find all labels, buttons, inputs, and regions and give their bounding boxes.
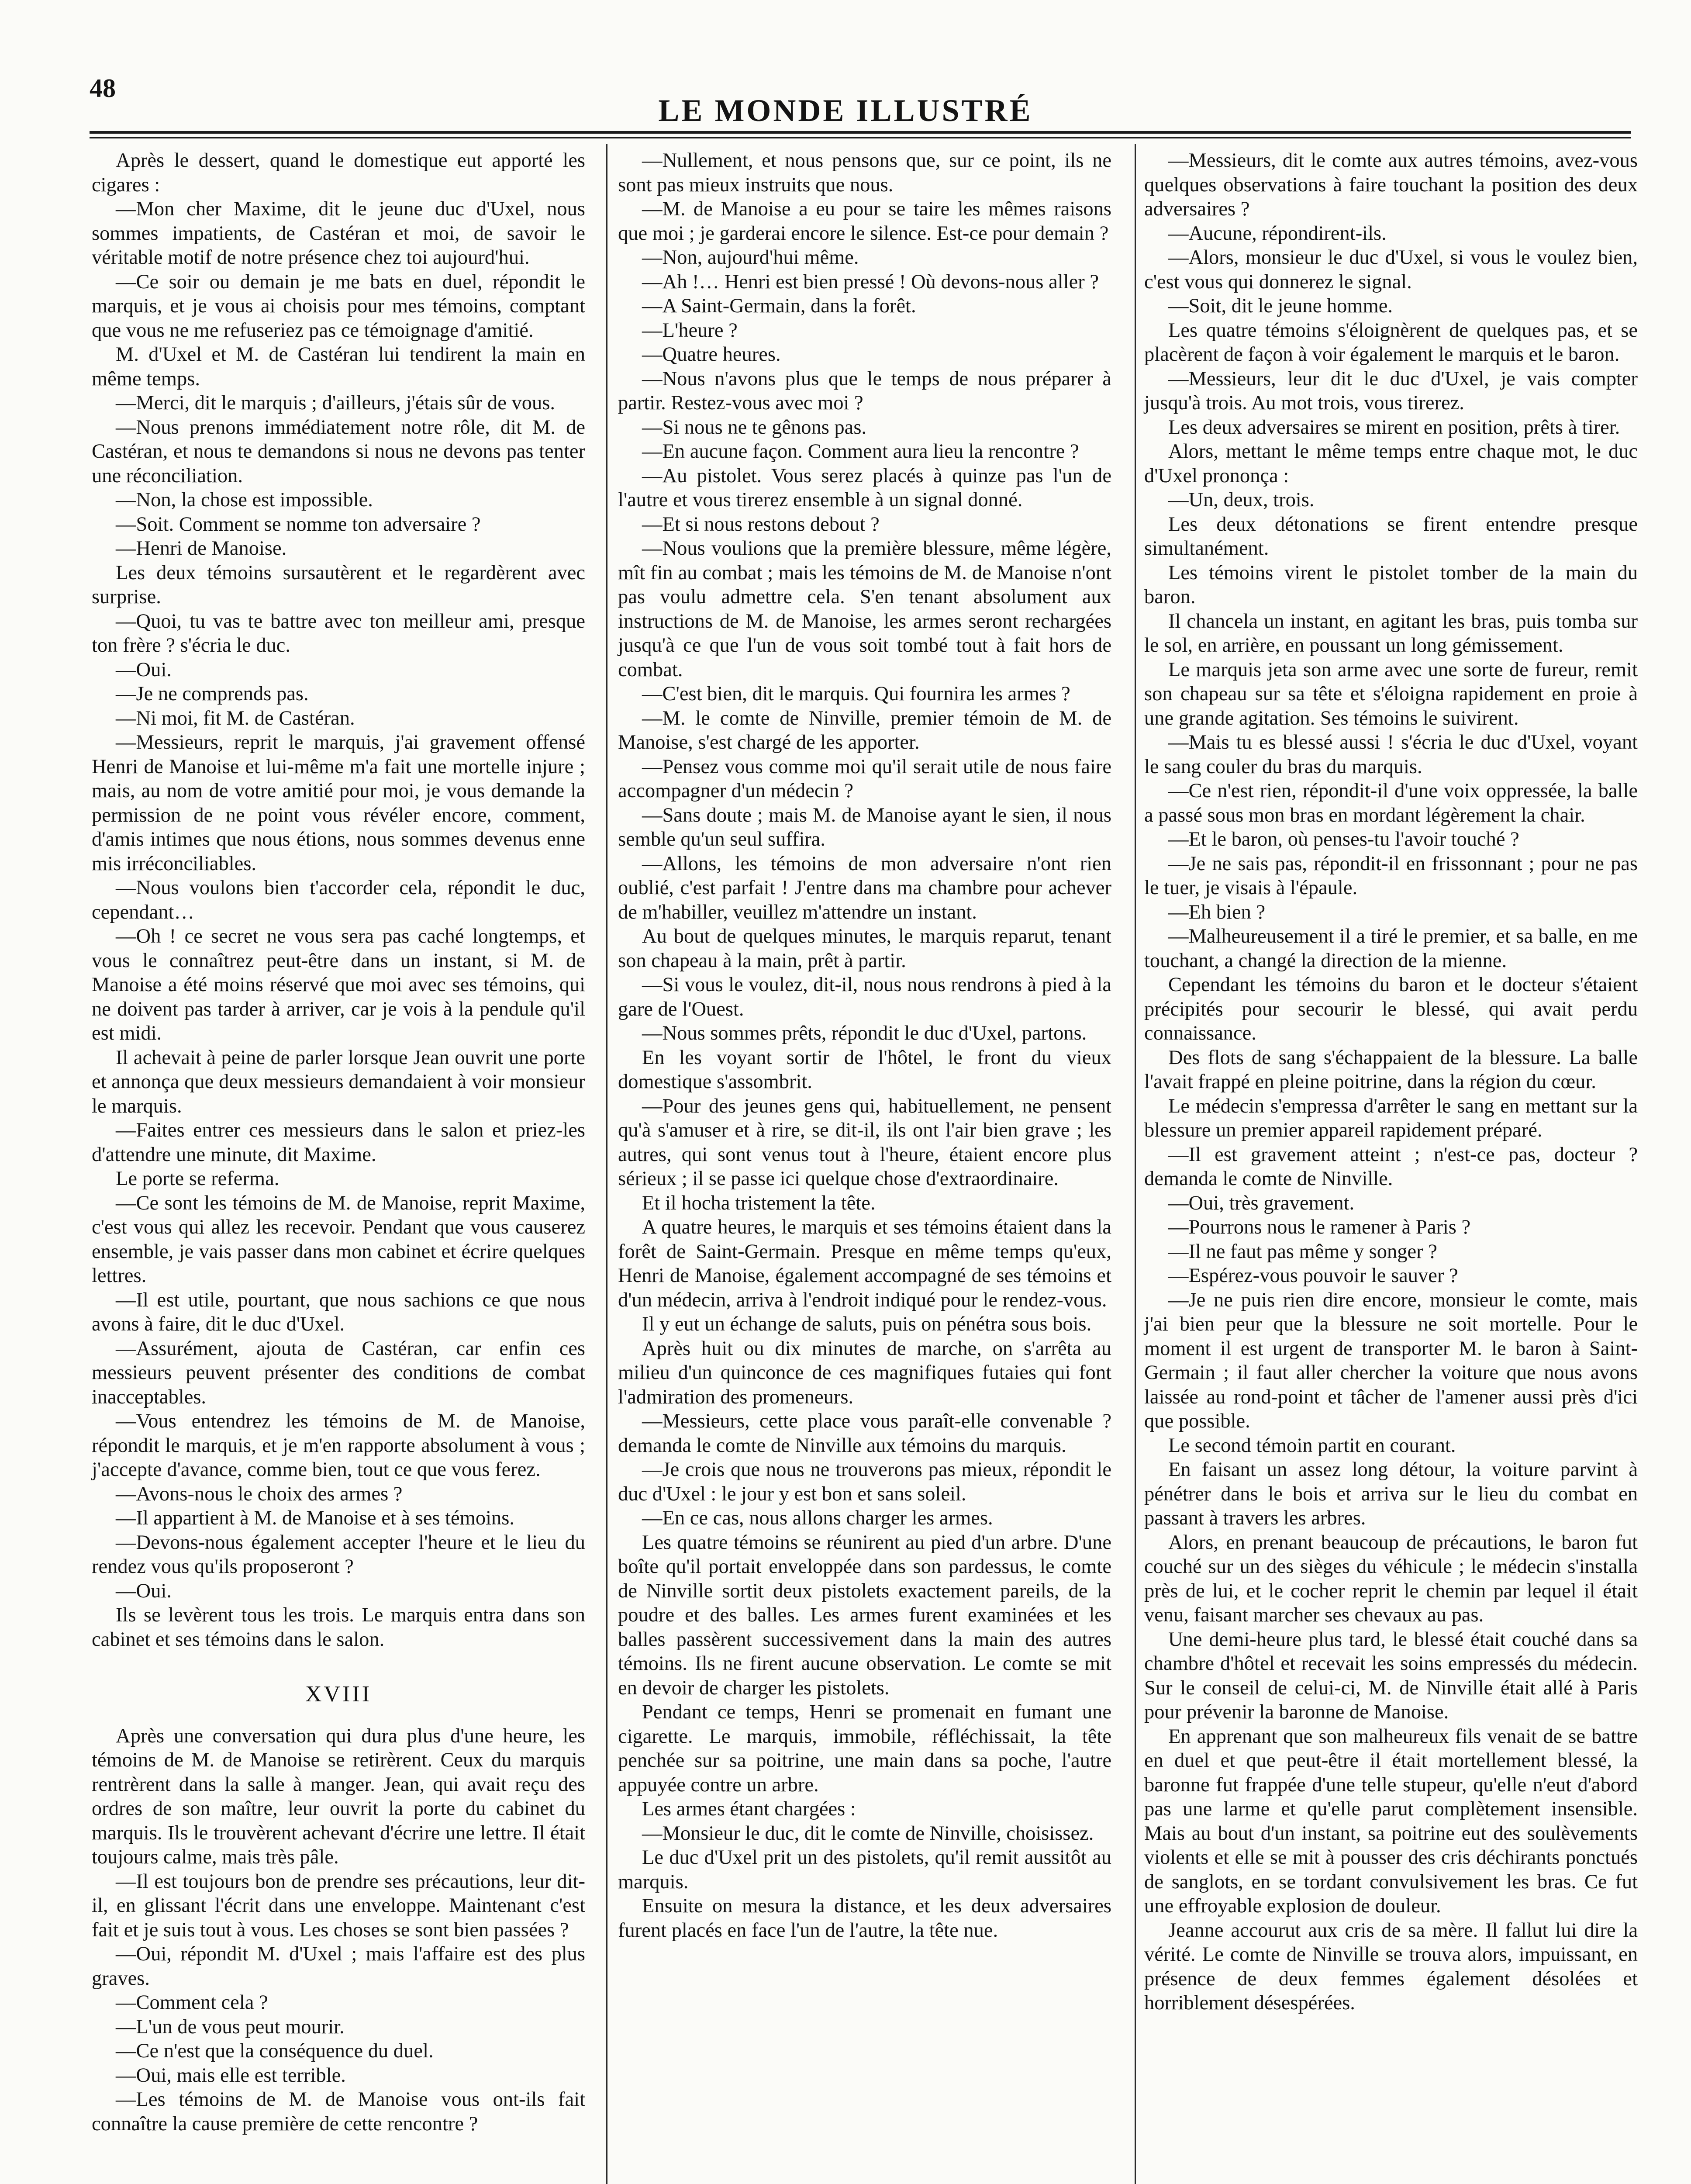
paragraph: —Nous voulons bien t'accorder cela, répondit le duc, cependant… — [92, 877, 585, 923]
paragraph: —Aucune, répondirent-ils. — [1168, 222, 1387, 245]
column-divider — [606, 144, 607, 2184]
paragraph: —M. le comte de Ninville, premier témoin de M. de Manoise, s'est chargé de les apporter. — [618, 707, 1111, 753]
paragraph: —Ce n'est que la conséquence du duel. — [116, 2040, 434, 2062]
paragraph: —Messieurs, leur dit le duc d'Uxel, je vais compter jusqu'à trois. Au mot trois, vous tirerez. — [1144, 367, 1638, 414]
paragraph: —Quatre heures. — [642, 343, 781, 366]
header-rule-thin — [90, 137, 1631, 138]
paragraph: —Assurément, ajouta de Castéran, car enfin ces messieurs peuvent présenter des conditions de combat inacceptables. — [92, 1337, 585, 1408]
paragraph: —Je ne sais pas, répondit-il en frissonnant ; pour ne pas le tuer, je visais à l'épaule. — [1144, 852, 1638, 899]
header-rule — [90, 131, 1631, 134]
paragraph: Les quatre témoins se réunirent au pied d'un arbre. D'une boîte qu'il portait enveloppée dans son pardessus, le comte de Ninville sortit deux pistolets exactement pareils, de la poudre et des balles. Les armes furent examinées et les balles passèrent successivement dans la main des autres témoins. Ils ne firent aucune observation. Le comte se mit en devoir de charger les pistolets. — [618, 1531, 1111, 1699]
text-column-2 — [618, 149, 1111, 1942]
paragraph: —Si vous le voulez, dit-il, nous nous rendrons à pied à la gare de l'Ouest. — [618, 974, 1111, 1020]
paragraph: Les deux témoins sursautèrent et le regardèrent avec surprise. — [92, 561, 585, 608]
paragraph: —Soit. Comment se nomme ton adversaire ? — [116, 513, 481, 536]
paragraph: Il y eut un échange de saluts, puis on pénétra sous bois. — [642, 1313, 1092, 1335]
paragraph: —Ce soir ou demain je me bats en duel, répondit le marquis, et je vous ai choisis pour mes témoins, comptant que vous ne me refuseriez pas ce témoignage d'amitié. — [92, 270, 585, 342]
paragraph: —Faites entrer ces messieurs dans le salon et priez-les d'attendre une minute, dit Maxime. — [92, 1119, 585, 1166]
paragraph: —Non, aujourd'hui même. — [642, 246, 859, 269]
paragraph: Une demi-heure plus tard, le blessé était couché dans sa chambre d'hôtel et recevait les soins empressés du médecin. Sur le conseil de celui-ci, M. de Ninville était allé à Paris pour prévenir la baronne de Manoise. — [1144, 1628, 1638, 1723]
paragraph: Et il hocha tristement la tête. — [642, 1192, 876, 1214]
paragraph: Il achevait à peine de parler lorsque Jean ouvrit une porte et annonça que deux messieurs demandaient à voir monsieur le marquis. — [92, 1046, 585, 1117]
paragraph: —Ce n'est rien, répondit-il d'une voix oppressée, la balle a passé sous mon bras en mordant légèrement la chair. — [1144, 780, 1638, 826]
paragraph: —Pourrons nous le ramener à Paris ? — [1168, 1216, 1471, 1238]
paragraph: —Merci, dit le marquis ; d'ailleurs, j'étais sûr de vous. — [116, 392, 555, 414]
paragraph: —Je ne puis rien dire encore, monsieur le comte, mais j'ai bien peur que la blessure ne soit mortelle. Pour le moment il est urgent de transporter M. le baron à Saint-Germain ; il faut aller chercher la voiture que nous avons laissée au rond-point et tâcher de l'amener aussi près d'ici que possible. — [1144, 1289, 1638, 1432]
paragraph: —Un, deux, trois. — [1168, 489, 1315, 511]
paragraph: Des flots de sang s'échappaient de la blessure. La balle l'avait frappé en pleine poitrine, dans la région du cœur. — [1144, 1046, 1638, 1093]
paragraph: —Nous n'avons plus que le temps de nous préparer à partir. Restez-vous avec moi ? — [618, 367, 1111, 414]
paragraph: —Il est utile, pourtant, que nous sachions ce que nous avons à faire, dit le duc d'Uxel. — [92, 1289, 585, 1335]
page-number: 48 — [90, 74, 116, 103]
paragraph: —Et le baron, où penses-tu l'avoir touché ? — [1168, 828, 1519, 850]
paragraph: —L'heure ? — [642, 319, 738, 342]
paragraph: —Pensez vous comme moi qu'il serait utile de nous faire accompagner d'un médecin ? — [618, 755, 1111, 802]
paragraph: —Ce sont les témoins de M. de Manoise, reprit Maxime, c'est vous qui allez les recevoir. Pendant que vous causerez ensemble, je vais passer dans mon cabinet et écrire quelques lettres. — [92, 1192, 585, 1287]
text-column-3 — [1144, 149, 1638, 2015]
paragraph: —Messieurs, cette place vous paraît-elle convenable ? demanda le comte de Ninville aux témoins du marquis. — [618, 1410, 1111, 1457]
paragraph: —Oui, répondit M. d'Uxel ; mais l'affaire est des plus graves. — [92, 1943, 585, 1990]
paragraph: —Oui, très gravement. — [1168, 1192, 1355, 1214]
paragraph: Après le dessert, quand le domestique eut apporté les cigares : — [92, 149, 585, 196]
paragraph: Après huit ou dix minutes de marche, on s'arrêta au milieu d'un quinconce de ces magnifiques futaies qui font l'admiration des promeneurs. — [618, 1337, 1111, 1408]
paragraph: Les armes étant chargées : — [642, 1798, 856, 1820]
paragraph: —Henri de Manoise. — [116, 537, 287, 560]
paragraph: Cependant les témoins du baron et le docteur s'étaient précipités pour secourir le blessé, qui avait perdu connaissance. — [1144, 974, 1638, 1044]
paragraph: —En aucune façon. Comment aura lieu la rencontre ? — [642, 440, 1079, 463]
text-column-1 — [92, 149, 585, 2136]
paragraph: Alors, en prenant beaucoup de précautions, le baron fut couché sur un des sièges du véhicule ; le médecin s'installa près de lui, et le cocher reprit le chemin par lequel il était venu, faisant marcher ses chevaux au pas. — [1144, 1531, 1638, 1626]
paragraph: En apprenant que son malheureux fils venait de se battre en duel et que peut-être il était mortellement blessé, la baronne fut frappée d'une telle stupeur, qu'elle n'eut d'abord pas une larme et qu'elle parut complètement insensible. Mais au bout d'un instant, sa poitrine eut des soulèvements violents et elle se mit à pousser des cris déchirants ponctués de sanglots, en se tordant convulsivement les bras. Ce fut une effroyable explosion de douleur. — [1144, 1725, 1638, 1917]
paragraph: —Je ne comprends pas. — [116, 683, 309, 705]
paragraph: —Quoi, tu vas te battre avec ton meilleur ami, presque ton frère ? s'écria le duc. — [92, 610, 585, 657]
paragraph: Après une conversation qui dura plus d'une heure, les témoins de M. de Manoise se retirèrent. Ceux du marquis rentrèrent dans la salle à manger. Jean, qui avait reçu des ordres de son maître, leur ouvrit la porte du cabinet du marquis. Ils le trouvèrent achevant d'écrire une lettre. Il était toujours calme, mais très pâle. — [92, 1724, 585, 1868]
paragraph: Le médecin s'empressa d'arrêter le sang en mettant sur la blessure un premier appareil rapidement préparé. — [1144, 1095, 1638, 1141]
paragraph: —M. de Manoise a eu pour se taire les mêmes raisons que moi ; je garderai encore le silence. Est-ce pour demain ? — [618, 198, 1111, 245]
paragraph: —Non, la chose est impossible. — [116, 489, 373, 511]
paragraph: —Alors, monsieur le duc d'Uxel, si vous le voulez bien, c'est vous qui donnerez le signal. — [1144, 246, 1638, 293]
paragraph: —Oui, mais elle est terrible. — [116, 2064, 346, 2087]
paragraph: —Il appartient à M. de Manoise et à ses témoins. — [116, 1507, 514, 1529]
paragraph: Le second témoin partit en courant. — [1168, 1434, 1456, 1457]
paragraph: —L'un de vous peut mourir. — [116, 2015, 345, 2038]
paragraph: —Oui. — [116, 658, 172, 681]
paragraph: —Devons-nous également accepter l'heure et le lieu du rendez vous qu'ils proposeront ? — [92, 1531, 585, 1578]
paragraph: Les deux détonations se firent entendre presque simultanément. — [1144, 513, 1638, 560]
paragraph: —Comment cela ? — [116, 1991, 268, 2014]
paragraph: —Eh bien ? — [1168, 901, 1266, 923]
column-1-text-before — [92, 149, 585, 1652]
paragraph: —Messieurs, reprit le marquis, j'ai gravement offensé Henri de Manoise et lui-même m'a fait une mortelle injure ; mais, au nom de votre amitié pour moi, je vous demande la permission de ne point vous révéler encore, comment, d'amis intimes que nous étions, nous sommes devenus enne mis irréconciliables. — [92, 731, 585, 875]
column-1-text-after — [92, 1724, 585, 2136]
paragraph: —Pour des jeunes gens qui, habituellement, ne pensent qu'à s'amuser et à rire, se dit-il, ils ont l'air bien grave ; les autres, qui sont venus tout à l'heure, étaient encore plus sérieux ; il se passe ici quelque chose d'extraordinaire. — [618, 1095, 1111, 1190]
paragraph: Alors, mettant le même temps entre chaque mot, le duc d'Uxel prononça : — [1144, 440, 1638, 487]
paragraph: —Et si nous restons debout ? — [642, 513, 880, 536]
paragraph: Les témoins virent le pistolet tomber de la main du baron. — [1144, 561, 1638, 608]
paragraph: —Mais tu es blessé aussi ! s'écria le duc d'Uxel, voyant le sang couler du bras du marquis. — [1144, 731, 1638, 778]
paragraph: —Ah !… Henri est bien pressé ! Où devons-nous aller ? — [642, 270, 1099, 293]
paragraph: —Il est gravement atteint ; n'est-ce pas, docteur ? demanda le comte de Ninville. — [1144, 1143, 1638, 1190]
paragraph: Ensuite on mesura la distance, et les deux adversaires furent placés en face l'un de l'autre, la tête nue. — [618, 1895, 1111, 1942]
paragraph: Les deux adversaires se mirent en position, prêts à tirer. — [1168, 416, 1620, 439]
paragraph: Les quatre témoins s'éloignèrent de quelques pas, et se placèrent de façon à voir également le marquis et le baron. — [1144, 319, 1638, 366]
paragraph: Le marquis jeta son arme avec une sorte de fureur, remit son chapeau sur sa tête et s'éloigna rapidement en proie à une grande agitation. Ses témoins le suivirent. — [1144, 658, 1638, 729]
paragraph: —Ni moi, fit M. de Castéran. — [116, 707, 355, 729]
paragraph: —Si nous ne te gênons pas. — [642, 416, 867, 439]
paragraph: En faisant un assez long détour, la voiture parvint à pénétrer dans le bois et arriva sur le lieu du combat en passant à travers les arbres. — [1144, 1458, 1638, 1529]
paragraph: Le porte se referma. — [116, 1168, 280, 1190]
paragraph: Il chancela un instant, en agitant les bras, puis tomba sur le sol, en arrière, en poussant un long gémissement. — [1144, 610, 1638, 657]
paragraph: —Oui. — [116, 1579, 172, 1602]
paragraph: Pendant ce temps, Henri se promenait en fumant une cigarette. Le marquis, immobile, réfléchissait, la tête penchée sur sa poitrine, une main dans sa poche, l'autre appuyée contre un arbre. — [618, 1701, 1111, 1796]
paragraph: —Mon cher Maxime, dit le jeune duc d'Uxel, nous sommes impatients, de Castéran et moi, de savoir le véritable motif de notre présence chez toi aujourd'hui. — [92, 198, 585, 269]
paragraph: —Messieurs, dit le comte aux autres témoins, avez-vous quelques observations à faire touchant la position des deux adversaires ? — [1144, 149, 1638, 220]
paragraph: —Nous prenons immédiatement notre rôle, dit M. de Castéran, et nous te demandons si nous ne devons pas tenter une réconciliation. — [92, 416, 585, 487]
paragraph: A quatre heures, le marquis et ses témoins étaient dans la forêt de Saint-Germain. Presque en même temps qu'eux, Henri de Manoise, également accompagné de ses témoins et d'un médecin, arriva à l'endroit indiqué pour le rendez-vous. — [618, 1216, 1111, 1311]
paragraph: —Malheureusement il a tiré le premier, et sa balle, en me touchant, a changé la direction de la mienne. — [1144, 925, 1638, 972]
paragraph: —Soit, dit le jeune homme. — [1168, 295, 1393, 317]
paragraph: —Nullement, et nous pensons que, sur ce point, ils ne sont pas mieux instruits que nous. — [618, 149, 1111, 196]
paragraph: Jeanne accourut aux cris de sa mère. Il fallut lui dire la vérité. Le comte de Ninville se trouva alors, impuissant, en présence de deux femmes également désolées et horriblement désespérées. — [1144, 1919, 1638, 2014]
paragraph: —Il ne faut pas même y songer ? — [1168, 1240, 1437, 1263]
paragraph: Au bout de quelques minutes, le marquis reparut, tenant son chapeau à la main, prêt à partir. — [618, 925, 1111, 972]
paragraph: —Les témoins de M. de Manoise vous ont-ils fait connaître la cause première de cette rencontre ? — [92, 2088, 585, 2135]
paragraph: —Allons, les témoins de mon adversaire n'ont rien oublié, c'est parfait ! J'entre dans ma chambre pour achever de m'habiller, veuillez m'attendre un instant. — [618, 852, 1111, 923]
paragraph: —Vous entendrez les témoins de M. de Manoise, répondit le marquis, et je m'en rapporte absolument à vous ; j'accepte d'avance, comme bien, tout ce que vous ferez. — [92, 1410, 585, 1481]
paragraph: —Je crois que nous ne trouverons pas mieux, répondit le duc d'Uxel : le jour y est bon et sans soleil. — [618, 1458, 1111, 1505]
paragraph: —Nous sommes prêts, répondit le duc d'Uxel, partons. — [642, 1022, 1087, 1044]
paragraph: —Sans doute ; mais M. de Manoise ayant le sien, il nous semble qu'un seul suffira. — [618, 804, 1111, 850]
paragraph: Ils se levèrent tous les trois. Le marquis entra dans son cabinet et ses témoins dans le salon. — [92, 1604, 585, 1651]
paragraph: —Au pistolet. Vous serez placés à quinze pas l'un de l'autre et vous tirerez ensemble à un signal donné. — [618, 464, 1111, 511]
column-divider — [1135, 144, 1136, 2184]
paragraph: —A Saint-Germain, dans la forêt. — [642, 295, 916, 317]
paragraph: —En ce cas, nous allons charger les armes. — [642, 1507, 993, 1529]
masthead-title: LE MONDE ILLUSTRÉ — [658, 93, 1033, 128]
paragraph: —Avons-nous le choix des armes ? — [116, 1482, 403, 1505]
paragraph: —Il est toujours bon de prendre ses précautions, leur dit-il, en glissant l'écrit dans une enveloppe. Maintenant c'est fait et je suis tout à vous. Les choses se sont bien passées ? — [92, 1870, 585, 1941]
paragraph: —Monsieur le duc, dit le comte de Ninville, choisissez. — [642, 1822, 1094, 1845]
paragraph: Le duc d'Uxel prit un des pistolets, qu'il remit aussitôt au marquis. — [618, 1846, 1111, 1893]
section-heading: XVIII — [305, 1682, 372, 1707]
paragraph: —Nous voulions que la première blessure, même légère, mît fin au combat ; mais les témoins de M. de Manoise n'ont pas voulu admettre cela. S'en tenant absolument aux instructions de M. de Manoise, les armes seront rechargées jusqu'à ce que l'un de vous soit tombé tout à fait hors de combat. — [618, 537, 1111, 681]
paragraph: En les voyant sortir de l'hôtel, le front du vieux domestique s'assombrit. — [618, 1046, 1111, 1093]
paragraph: —Oh ! ce secret ne vous sera pas caché longtemps, et vous le connaîtrez peut-être dans un instant, si M. de Manoise a été moins réservé que moi avec ses témoins, qui ne doivent pas tarder à arriver, car je vois à la pendule qu'il est midi. — [92, 925, 585, 1044]
paragraph: —Espérez-vous pouvoir le sauver ? — [1168, 1265, 1458, 1287]
paragraph: M. d'Uxel et M. de Castéran lui tendirent la main en même temps. — [92, 343, 585, 390]
paragraph: —C'est bien, dit le marquis. Qui fournira les armes ? — [642, 683, 1070, 705]
